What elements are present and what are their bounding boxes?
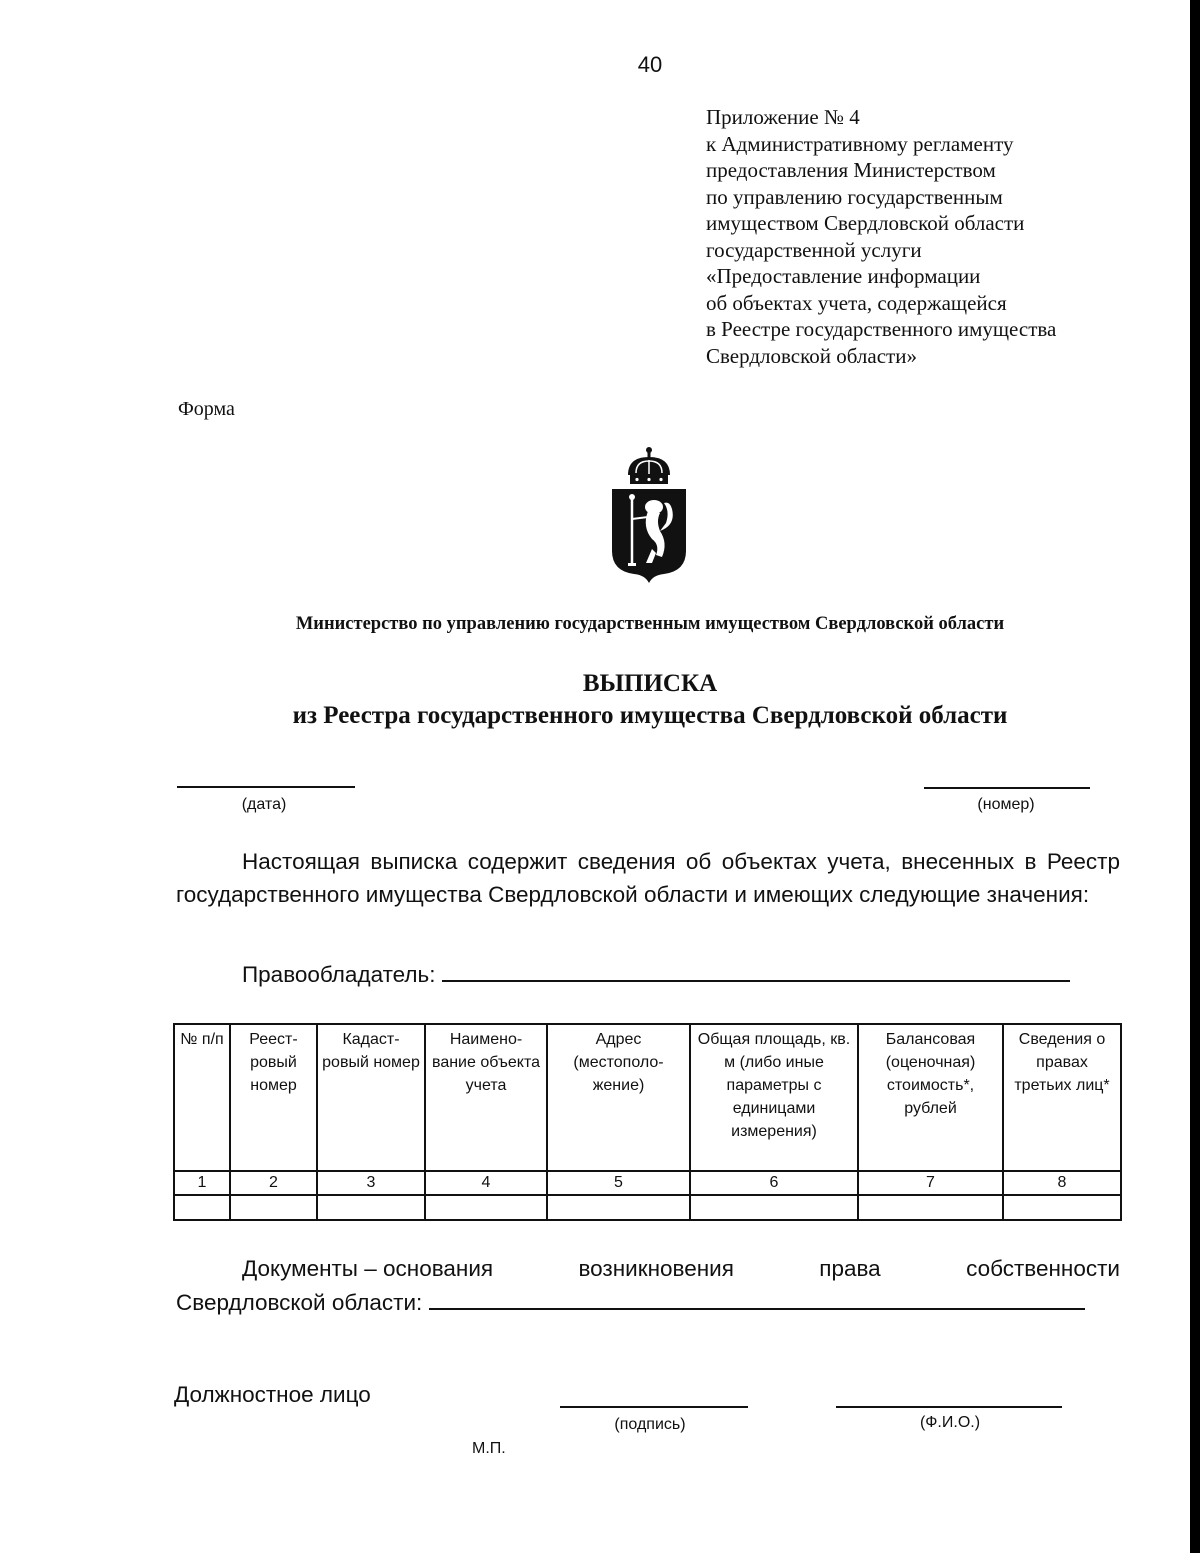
appendix-line: имуществом Свердловской области (706, 211, 1025, 235)
table-cell (1003, 1195, 1121, 1220)
appendix-line: по управлению государственным (706, 184, 1003, 209)
rightholder-row (242, 962, 1102, 988)
header-cell: Реест-ровый номер (230, 1024, 317, 1171)
column-number-cell: 5 (547, 1171, 690, 1195)
column-number-cell: 1 (174, 1171, 230, 1195)
number-caption: (номер) (977, 796, 1035, 813)
ministry-name: Министерство по управлению государственным имуществом Свердловской области (295, 614, 1005, 634)
number-line (924, 787, 1090, 789)
column-number-cell: 8 (1003, 1171, 1121, 1195)
registry-table (173, 1023, 1122, 1221)
date-caption: (дата) (241, 796, 287, 813)
table-row (174, 1195, 1121, 1220)
appendix-block (706, 104, 1146, 369)
page-number: 40 (637, 52, 663, 77)
table-cell (690, 1195, 858, 1220)
coat-of-arms-icon (608, 445, 690, 585)
column-number-row (174, 1171, 1121, 1195)
documents-word: возникновения (578, 1256, 734, 1281)
document-title (150, 668, 1150, 732)
documents-word: Документы – основания (242, 1256, 494, 1281)
documents-line-2 (176, 1290, 1120, 1316)
documents-fill-line (429, 1308, 1085, 1310)
column-number-cell: 7 (858, 1171, 1003, 1195)
official-label: Должностное лицо (174, 1382, 371, 1407)
column-number-cell: 4 (425, 1171, 547, 1195)
table-cell (230, 1195, 317, 1220)
header-cell: Кадаст-ровый номер (317, 1024, 425, 1171)
appendix-line: к Административному регламенту (706, 131, 1014, 156)
column-number-cell: 3 (317, 1171, 425, 1195)
header-cell: Балансовая (оценочная) стоимость*, рублей (858, 1024, 1003, 1171)
header-cell: Адрес (местополо-жение) (547, 1024, 690, 1171)
title-main: ВЫПИСКА (582, 670, 718, 697)
appendix-line: Приложение № 4 (706, 105, 860, 129)
stamp-label: М.П. (472, 1440, 506, 1457)
table-cell (317, 1195, 425, 1220)
signature-caption: (подпись) (614, 1416, 686, 1433)
table-header-row (174, 1024, 1121, 1171)
fio-caption: (Ф.И.О.) (919, 1414, 981, 1431)
appendix-line: «Предоставление информации (706, 264, 981, 288)
header-cell: Общая площадь, кв. м (либо иные параметры с единицами измерения) (690, 1024, 858, 1171)
form-label: Форма (178, 398, 235, 420)
date-line (177, 786, 355, 788)
appendix-line: Свердловской области» (706, 343, 917, 368)
table-cell (174, 1195, 230, 1220)
header-cell: Наимено-вание объекта учета (425, 1024, 547, 1171)
column-number-cell: 2 (230, 1171, 317, 1195)
documents-line-1 (176, 1256, 1120, 1282)
table-cell (425, 1195, 547, 1220)
documents-label: Свердловской области: (176, 1290, 423, 1315)
appendix-line: об объектах учета, содержащейся (706, 290, 1007, 315)
table-cell (547, 1195, 690, 1220)
table-cell (858, 1195, 1003, 1220)
appendix-line: государственной услуги (706, 237, 922, 262)
rightholder-label: Правообладатель: (242, 962, 436, 987)
documents-word: собственности (966, 1256, 1120, 1281)
header-cell: № п/п (174, 1024, 230, 1171)
scan-edge (1190, 0, 1200, 1553)
intro-paragraph: Настоящая выписка содержит сведения об объектах учета, внесенных в Реестр государственного имущества Свердловской области и имеющих следующие значения: (176, 849, 1120, 907)
appendix-line: предоставления Министерством (706, 158, 996, 182)
title-sub: из Реестра государственного имущества Свердловской области (292, 702, 1008, 729)
column-number-cell: 6 (690, 1171, 858, 1195)
fio-line (836, 1406, 1062, 1408)
rightholder-line (442, 980, 1070, 982)
documents-word: права (819, 1256, 881, 1281)
appendix-line: в Реестре государственного имущества (706, 317, 1057, 341)
header-cell: Сведения о правах третьих лиц* (1003, 1024, 1121, 1171)
signature-line (560, 1406, 748, 1408)
